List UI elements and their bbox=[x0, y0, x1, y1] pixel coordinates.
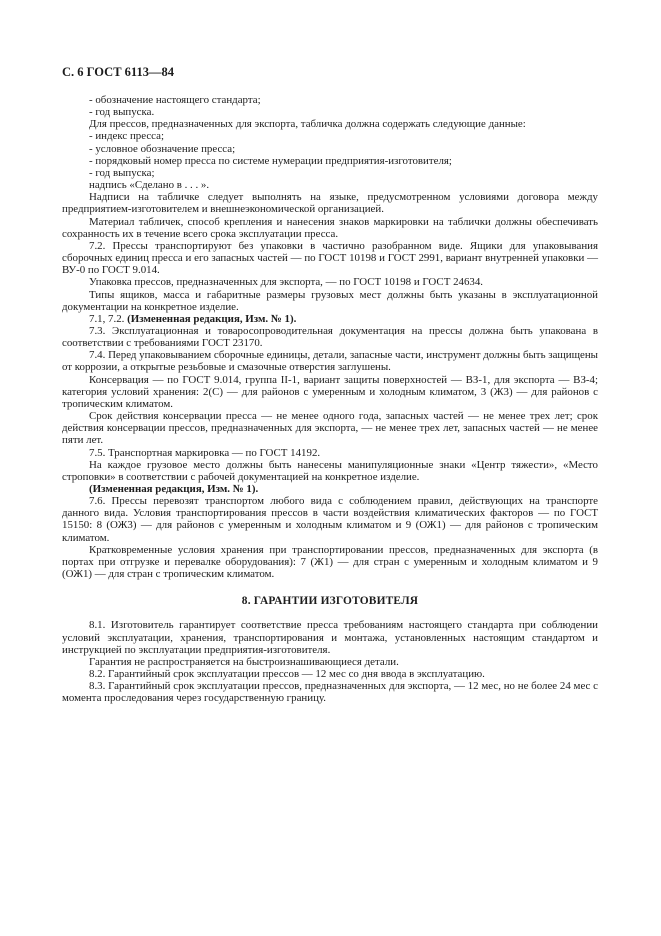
paragraph bbox=[62, 495, 598, 544]
paragraph-text: - год выпуска; bbox=[89, 166, 155, 179]
paragraph-text: 8.3. Гарантийный срок эксплуатации прессов, предназначенных для экспорта, — 12 мес, но не более 24 мес с момента проследования через государственную границу. bbox=[62, 680, 598, 705]
paragraph bbox=[62, 680, 598, 704]
paragraph bbox=[62, 619, 598, 655]
paragraph-text: Надписи на табличке следует выполнять на языке, предусмотренном условиями договора между предприятием-изготовителем и внешнеэкономической организацией. bbox=[62, 191, 598, 216]
paragraph-text: Упаковка прессов, предназначенных для экспорта, — по ГОСТ 10198 и ГОСТ 24634. bbox=[89, 276, 484, 289]
paragraph bbox=[62, 276, 598, 288]
paragraph bbox=[62, 240, 598, 276]
paragraph-text: 8. ГАРАНТИИ ИЗГОТОВИТЕЛЯ bbox=[241, 595, 419, 608]
list-item bbox=[62, 94, 598, 106]
paragraph-text: - год выпуска. bbox=[89, 106, 155, 119]
list-item bbox=[62, 143, 598, 155]
paragraph bbox=[62, 325, 598, 349]
section-heading bbox=[62, 595, 598, 607]
paragraph bbox=[62, 179, 598, 191]
paragraph bbox=[62, 668, 598, 680]
amendment-note: (Измененная редакция, Изм. № 1). bbox=[127, 312, 297, 325]
paragraph-text: Для прессов, предназначенных для экспорта, табличка должна содержать следующие данные: bbox=[89, 118, 526, 131]
list-item bbox=[62, 155, 598, 167]
paragraph bbox=[62, 447, 598, 459]
paragraph-text: Типы ящиков, масса и габаритные размеры грузовых мест должны быть указаны в эксплуатационной документации на конкретное изделие. bbox=[62, 288, 598, 313]
paragraph-text: 8.1. Изготовитель гарантирует соответствие пресса требованиям настоящего стандарта при соблюдении условий эксплуатации, хранения, транспортирования и монтажа, установленных настоящим стандартом и инструкцией по эксплуатации предприятия-изготовителя. bbox=[62, 619, 598, 656]
paragraph-text: - условное обозначение пресса; bbox=[89, 142, 236, 155]
paragraph bbox=[62, 118, 598, 130]
paragraph-text: 8.2. Гарантийный срок эксплуатации прессов — 12 мес со дня ввода в эксплуатацию. bbox=[89, 668, 485, 681]
amendment-note: (Измененная редакция, Изм. № 1). bbox=[89, 483, 259, 495]
paragraph-text: Консервация — по ГОСТ 9.014, группа II-1, вариант защиты поверхностей — ВЗ-1, для экспорта — ВЗ-4; категория условий хранения: 2(С) — для районов с умеренным и холодным климатом, 3 (Ж3) — для районов с тропическим климатом. bbox=[62, 373, 598, 410]
paragraph-text: 7.3. Эксплуатационная и товаросопроводительная документация на прессы должна быть упакована в соответствии с требованиями ГОСТ 23170. bbox=[62, 324, 598, 350]
list-item bbox=[62, 106, 598, 118]
list-item bbox=[62, 130, 598, 142]
paragraph bbox=[62, 374, 598, 410]
paragraph-text: Кратковременные условия хранения при транспортировании прессов, предназначенных для экспорта (в портах при отгрузке и перевалке оборудования): 7 (Ж1) — для стран с умеренным и холодным климатом и 9 (ОЖ1) — для стран с тропическим климатом. bbox=[62, 543, 598, 581]
paragraph bbox=[62, 410, 598, 446]
paragraph bbox=[62, 656, 598, 668]
paragraph bbox=[62, 349, 598, 373]
paragraph-text: 7.6. Прессы перевозят транспортом любого вида с соблюдением правил, действующих на транспорте данного вида. Условия транспортирования прессов в части воздействия климатических факторов — по ГОСТ 15150: 8 (ОЖ3) — для районов с умеренным и холодным климатом и 9 (ОЖ1) — для районов с тропическим климатом. bbox=[62, 495, 598, 544]
paragraph bbox=[62, 459, 598, 483]
page-header: С. 6 ГОСТ 6113—84 bbox=[62, 65, 174, 79]
paragraph-text: 7.2. Прессы транспортируют без упаковки в частично разобранном виде. Ящики для упаковывания сборочных единиц пресса и его запасных частей — по ГОСТ 10198 и ГОСТ 2991, вариант внутренней упаковки — ВУ-0 по ГОСТ 9.014. bbox=[62, 239, 598, 277]
paragraph bbox=[62, 191, 598, 215]
document-body bbox=[62, 94, 598, 705]
paragraph-text: Срок действия консервации пресса — не менее одного года, запасных частей — не менее трех лет; срок действия консервации прессов, предназначенных для экспорта, — не менее трех лет, запасных частей — не менее пяти лет. bbox=[62, 410, 598, 447]
paragraph-text: - порядковый номер пресса по системе нумерации предприятия-изготовителя; bbox=[89, 154, 452, 167]
paragraph bbox=[62, 289, 598, 313]
paragraph-text: - индекс пресса; bbox=[89, 130, 164, 143]
paragraph-text: На каждое грузовое место должны быть нанесены манипуляционные знаки «Центр тяжести», «Место строповки» в соответствии с рабочей документацией на конкретное изделие. bbox=[62, 458, 598, 483]
paragraph-text: Материал табличек, способ крепления и нанесения знаков маркировки на таблички должны обеспечивать сохранность их в течение всего срока эксплуатации пресса. bbox=[62, 215, 598, 240]
paragraph-text: Гарантия не распространяется на быстроизнашивающиеся детали. bbox=[89, 655, 399, 668]
paragraph-text: - обозначение настоящего стандарта; bbox=[89, 94, 261, 106]
paragraph bbox=[62, 216, 598, 240]
paragraph bbox=[62, 483, 598, 495]
paragraph bbox=[62, 313, 598, 325]
paragraph-text: 7.5. Транспортная маркировка — по ГОСТ 14192. bbox=[89, 446, 321, 459]
list-item bbox=[62, 167, 598, 179]
paragraph-text: надпись «Сделано в . . . ». bbox=[89, 179, 210, 192]
paragraph bbox=[62, 544, 598, 580]
paragraph-text: 7.4. Перед упаковыванием сборочные единицы, детали, запасные части, инструмент должны быть защищены от коррозии, а открытые резьбовые и смазочные отверстия заглушены. bbox=[62, 349, 598, 374]
paragraph-text: 7.1, 7.2. bbox=[89, 312, 128, 325]
